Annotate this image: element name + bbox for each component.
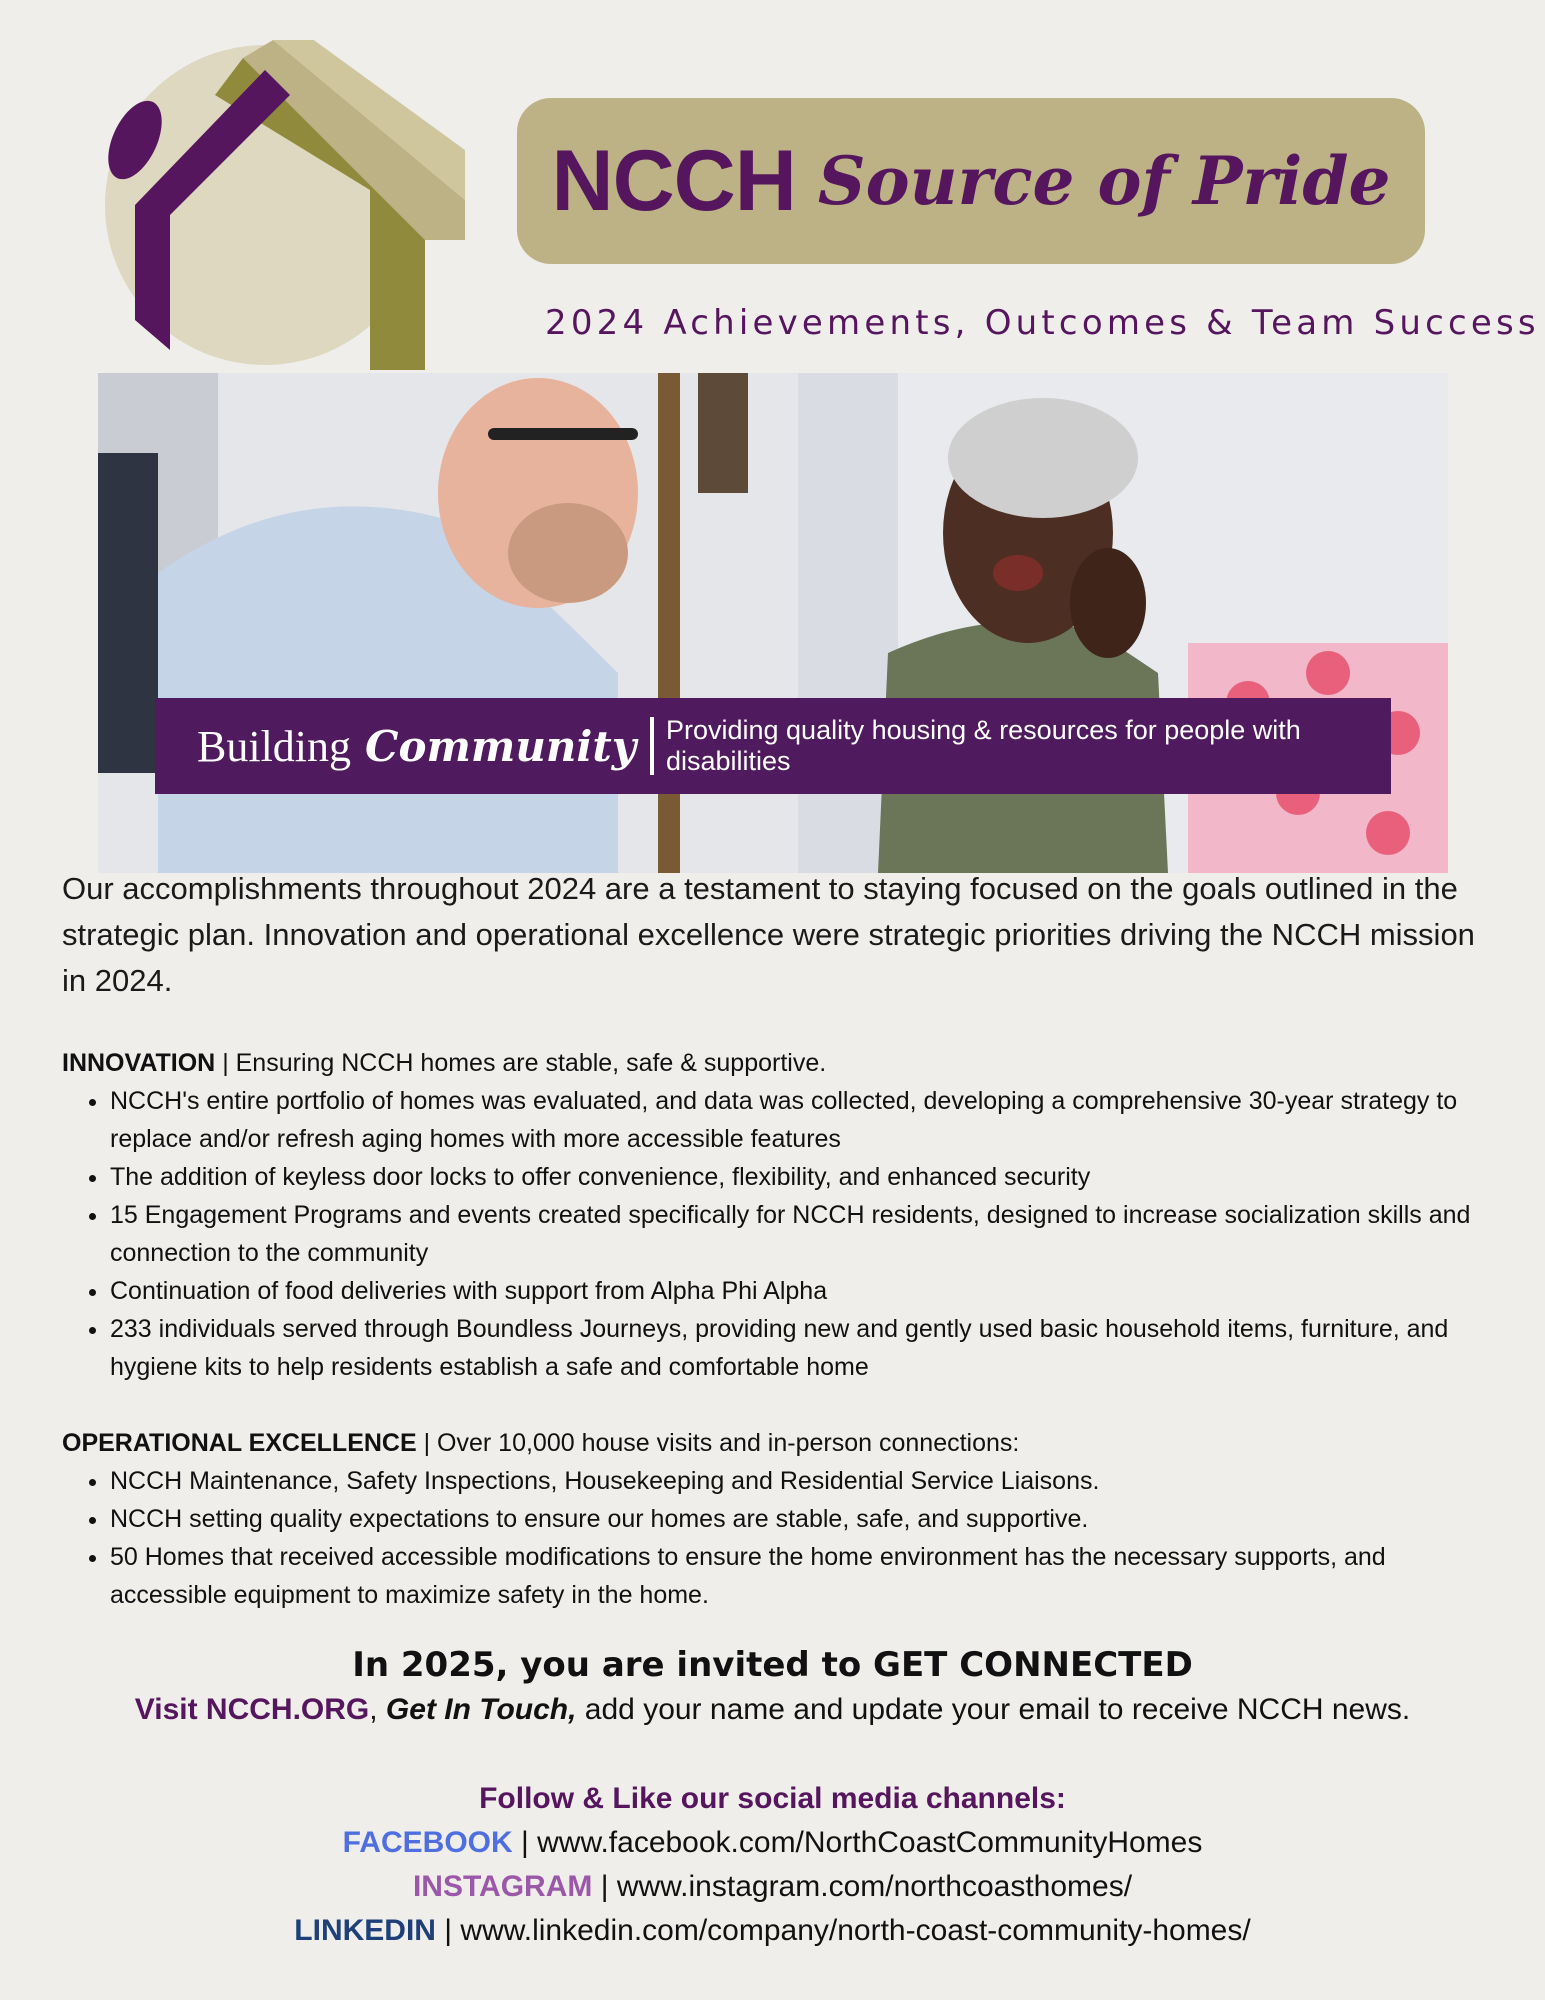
innovation-subtitle: | Ensuring NCCH homes are stable, safe & supportive. xyxy=(215,1049,827,1077)
ncch-logo xyxy=(95,40,465,370)
innovation-list xyxy=(62,1082,1502,1386)
facebook-url[interactable]: | www.facebook.com/NorthCoastCommunityHomes xyxy=(512,1826,1203,1859)
facebook-label[interactable]: FACEBOOK xyxy=(342,1826,513,1859)
list-item: • 233 individuals served through Boundless Journeys, providing new and gently used basic household items, furniture, and hygiene kits to help residents establish a safe and comfortable home xyxy=(110,1310,1502,1386)
operational-section xyxy=(62,1424,1502,1614)
list-item: • NCCH's entire portfolio of homes was evaluated, and data was collected, developing a comprehensive 30-year strategy to replace and/or refresh aging homes with more accessible features xyxy=(110,1082,1502,1158)
instagram-url[interactable]: | www.instagram.com/northcoasthomes/ xyxy=(592,1870,1133,1903)
intro-paragraph: Our accomplishments throughout 2024 are a testament to staying focused on the goals outlined in the strategic plan. Innovation and operational excellence were strategic priorities driving the NCCH mission in 2024. xyxy=(62,871,1475,998)
banner-community: Community xyxy=(365,721,637,771)
linkedin-label[interactable]: LINKEDIN xyxy=(294,1914,436,1947)
cta-rest: add your name and update your email to receive NCCH news. xyxy=(576,1693,1411,1726)
list-item: • 50 Homes that received accessible modifications to ensure the home environment has the necessary supports, and accessible equipment to maximize safety in the home. xyxy=(110,1538,1502,1614)
banner-building: Building xyxy=(197,721,352,771)
hero-photo xyxy=(98,373,1448,873)
facebook-line xyxy=(0,1826,1545,1860)
operational-heading xyxy=(62,1424,1502,1462)
list-item: • NCCH Maintenance, Safety Inspections, Housekeeping and Residential Service Liaisons. xyxy=(110,1462,1502,1500)
list-item: • 15 Engagement Programs and events created specifically for NCCH residents, designed to increase socialization skills and connection to the community xyxy=(110,1196,1502,1272)
social-heading: Follow & Like our social media channels: xyxy=(479,1782,1066,1815)
visit-ncch-link[interactable]: Visit NCCH.ORG xyxy=(134,1693,370,1726)
instagram-line xyxy=(0,1870,1545,1904)
banner-divider xyxy=(650,717,654,775)
cta-line xyxy=(0,1693,1545,1727)
operational-subtitle: | Over 10,000 house visits and in-person connections: xyxy=(416,1429,1020,1457)
list-item: • The addition of keyless door locks to offer convenience, flexibility, and enhanced security xyxy=(110,1158,1502,1196)
instagram-label[interactable]: INSTAGRAM xyxy=(412,1870,593,1903)
title-source-of-pride: Source of Pride xyxy=(817,142,1391,220)
building-community-banner xyxy=(155,698,1391,794)
page-subtitle: 2024 Achievements, Outcomes & Team Success xyxy=(545,303,1540,343)
linkedin-url[interactable]: | www.linkedin.com/company/north-coast-community-homes/ xyxy=(435,1914,1251,1947)
title-ncch: NCCH xyxy=(551,132,796,229)
innovation-section xyxy=(62,1044,1502,1386)
innovation-heading xyxy=(62,1044,1502,1082)
cta-comma: , xyxy=(369,1693,386,1726)
innovation-title: INNOVATION xyxy=(62,1049,216,1077)
title-banner xyxy=(517,98,1425,264)
operational-title: OPERATIONAL EXCELLENCE xyxy=(62,1429,417,1457)
linkedin-line xyxy=(0,1914,1545,1948)
list-item: • Continuation of food deliveries with support from Alpha Phi Alpha xyxy=(110,1272,1502,1310)
operational-list xyxy=(62,1462,1502,1614)
banner-tagline: Providing quality housing & resources for people with disabilities xyxy=(665,715,1301,776)
list-item: • NCCH setting quality expectations to ensure our homes are stable, safe, and supportive. xyxy=(110,1500,1502,1538)
get-in-touch-link[interactable]: Get In Touch, xyxy=(385,1693,577,1726)
cta-headline: In 2025, you are invited to GET CONNECTED xyxy=(352,1645,1193,1685)
